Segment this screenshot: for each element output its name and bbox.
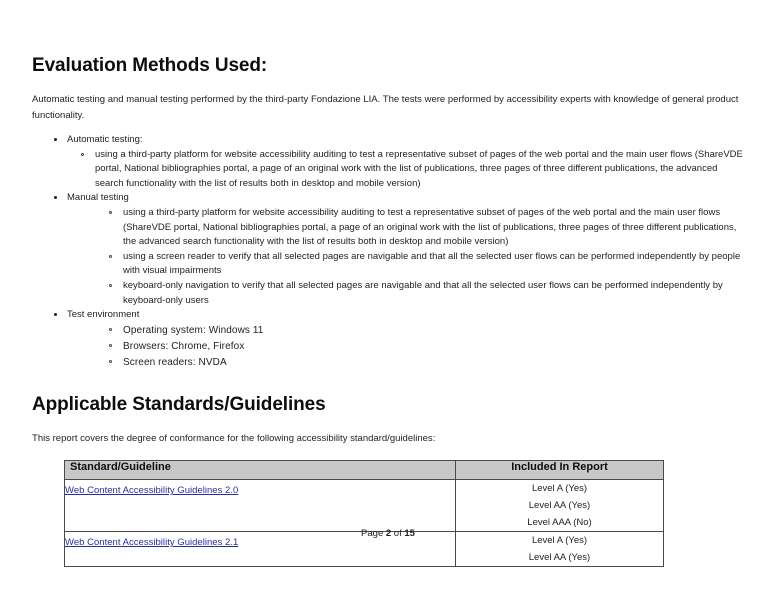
disc-bullet-icon (54, 138, 57, 141)
sub-list-item-text: using a screen reader to verify that all selected pages are navigable and that all the selected user flows can be performed independently by people with visual impairments (123, 250, 741, 277)
sub-list-item (67, 323, 744, 339)
conformance-level: Level AAA (No) (527, 517, 592, 529)
list-item-label: Manual testing (67, 192, 129, 204)
applicable-standards-intro-paragraph: This report covers the degree of conformance for the following accessibility standard/guidelines: (32, 432, 436, 444)
footer-middle: of (391, 528, 405, 539)
list-item-manual-testing (32, 191, 744, 308)
column-header-standard-guideline: Standard/Guideline (65, 461, 456, 480)
included-levels-cell (456, 480, 664, 532)
footer-current-page: 2 (385, 528, 392, 539)
circle-bullet-icon (109, 344, 112, 347)
link-wcag-20[interactable]: Web Content Accessibility Guidelines 2.0 (65, 485, 239, 497)
column-header-included-in-report: Included In Report (456, 461, 664, 480)
table-body (65, 480, 664, 567)
circle-bullet-icon (109, 255, 112, 258)
disc-bullet-icon (54, 196, 57, 199)
conformance-level: Level AA (Yes) (528, 552, 591, 564)
page-content (32, 54, 744, 567)
conformance-level: Level A (Yes) (531, 483, 588, 495)
disc-bullet-icon (54, 313, 57, 316)
circle-bullet-icon (109, 328, 112, 331)
sub-list-item-text: using a third-party platform for website accessibility auditing to test a representative subset of pages of the web portal and the main user flows (ShareVDE portal, National bibliographies portal, a page of an original work with the list of publications, three pages of three different publications, the advanced search functionality with the list of results both in desktop and mobile version) (123, 206, 737, 248)
table-row (65, 480, 664, 532)
footer-prefix: Page (361, 528, 386, 539)
table-header-row (65, 461, 664, 480)
automatic-testing-sublist (67, 148, 744, 192)
standards-guidelines-table (64, 460, 664, 567)
footer-total-pages: 15 (404, 528, 415, 539)
section-applicable-standards (32, 393, 744, 447)
sub-list-item (67, 250, 744, 279)
sub-list-item-text: Operating system: Windows 11 (123, 324, 264, 336)
circle-bullet-icon (81, 153, 84, 156)
sub-list-item (67, 279, 744, 308)
page-footer (0, 528, 776, 539)
circle-bullet-icon (109, 211, 112, 214)
list-item-label: Test environment (67, 309, 140, 321)
table-head (65, 461, 664, 480)
evaluation-methods-list (32, 133, 744, 371)
standard-name-cell (65, 480, 456, 532)
sub-list-item-text: Browsers: Chrome, Firefox (123, 340, 245, 352)
sub-list-item-text: using a third-party platform for website accessibility auditing to test a representative subset of pages of the web portal and the main user flows (ShareVDE portal, National bibliographies portal, a page of an original work with the list of publications, three pages of three different publications, the advanced search functionality with the list of results both in desktop and mobile version) (95, 148, 743, 189)
conformance-level: Level AA (Yes) (528, 500, 591, 512)
circle-bullet-icon (109, 284, 112, 287)
sub-list-item (67, 206, 744, 250)
conformance-level: Level A (Yes) (531, 535, 588, 547)
heading-evaluation-methods: Evaluation Methods Used: (32, 55, 268, 76)
circle-bullet-icon (109, 360, 112, 363)
standards-table-container (64, 460, 744, 567)
list-item-label: Automatic testing: (67, 134, 143, 145)
footer-text (361, 528, 415, 539)
list-item-automatic-testing (32, 133, 744, 191)
sub-list-item (67, 339, 744, 355)
heading-applicable-standards: Applicable Standards/Guidelines (32, 393, 326, 415)
sub-list-item (67, 355, 744, 371)
list-item-test-environment (32, 308, 744, 371)
sub-list-item-text: Screen readers: NVDA (123, 356, 227, 368)
test-environment-sublist (67, 323, 744, 371)
sub-list-item-text: keyboard-only navigation to verify that all selected pages are navigable and that all the selected user flows can be performed independently by keyboard-only users (123, 279, 723, 306)
sub-list-item (67, 148, 744, 192)
evaluation-methods-intro-paragraph: Automatic testing and manual testing performed by the third-party Fondazione LIA. The tests were performed by accessibility experts with knowledge of general product functionality. (32, 94, 739, 121)
manual-testing-sublist (67, 206, 744, 308)
link-wcag-21[interactable]: Web Content Accessibility Guidelines 2.1 (65, 537, 239, 549)
